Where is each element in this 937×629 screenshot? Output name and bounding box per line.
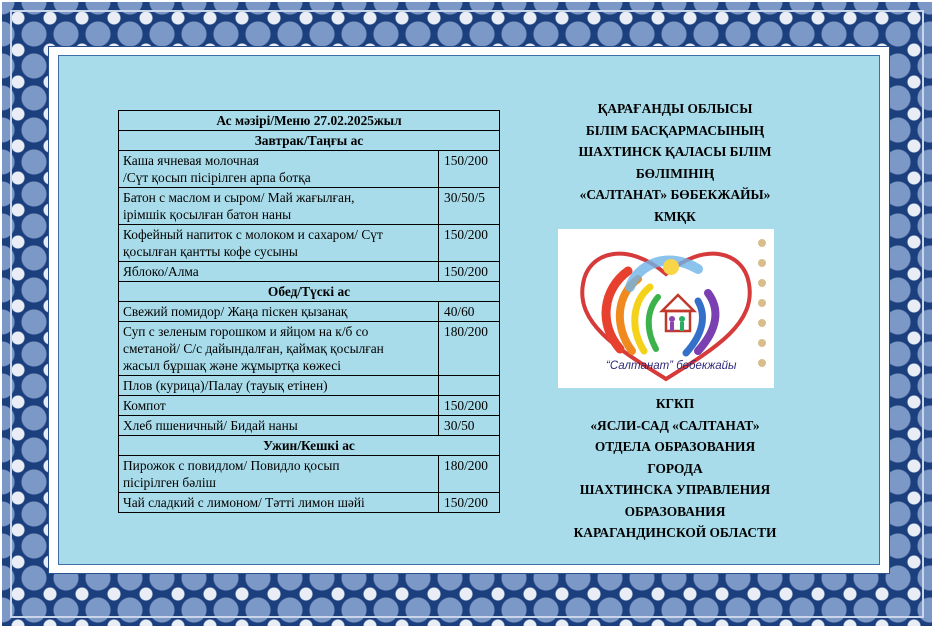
organization-header-kazakh	[545, 98, 805, 227]
portion-cell: 30/50/5	[439, 188, 500, 225]
org-footer-line: КАРАГАНДИНСКОЙ ОБЛАСТИ	[573, 525, 777, 540]
table-row	[119, 416, 500, 436]
org-header-line: БӨЛІМІНІҢ	[635, 165, 715, 181]
dish-name: Чай сладкий с лимоном/ Тәтті лимон шәйі	[123, 495, 365, 510]
dish-cell	[119, 322, 439, 376]
dish-name: Каша ячневая молочная	[123, 153, 259, 168]
table-row	[119, 456, 500, 493]
org-footer-line: ШАХТИНСКА УПРАВЛЕНИЯ	[579, 482, 771, 497]
portion-cell: 150/200	[439, 493, 500, 513]
dish-name: Суп с зеленым горошком и яйцом на к/б со	[123, 324, 369, 339]
dish-name: Пирожок с повидлом/ Повидло қосып	[123, 458, 340, 473]
org-header-line: БІЛІМ БАСҚАРМАСЫНЫҢ	[585, 122, 765, 138]
table-row	[119, 376, 500, 396]
section-heading-lunch: Обед/Түскі ас	[119, 282, 500, 302]
org-header-line: ҚАРАҒАНДЫ ОБЛЫСЫ	[597, 101, 753, 116]
table-row	[119, 262, 500, 282]
dish-name: Батон с маслом и сыром/ Май жағылған,	[123, 190, 355, 205]
table-row	[119, 396, 500, 416]
portion-cell: 150/200	[439, 262, 500, 282]
org-footer-line: «ЯСЛИ-САД «САЛТАНАТ»	[590, 417, 760, 433]
menu-table	[118, 110, 500, 513]
table-row	[119, 225, 500, 262]
menu-title: Ас мәзірі/Меню 27.02.2025жыл	[119, 111, 500, 131]
organization-footer-russian	[535, 393, 815, 544]
org-footer-line: ГОРОДА	[647, 460, 703, 476]
section-heading-row	[119, 436, 500, 456]
kindergarten-logo	[558, 229, 774, 388]
dish-cell	[119, 376, 439, 396]
org-header-line: КМҚК	[654, 208, 696, 224]
dish-name-line2: сметаной/ С/с дайындалған, қаймақ қосылған	[123, 341, 384, 356]
section-heading-row	[119, 131, 500, 151]
org-footer-line: ОТДЕЛА ОБРАЗОВАНИЯ	[594, 439, 756, 454]
dish-cell	[119, 493, 439, 513]
portion-cell: 180/200	[439, 322, 500, 376]
dish-cell	[119, 302, 439, 322]
dish-cell	[119, 151, 439, 188]
dish-cell	[119, 456, 439, 493]
dish-name: Свежий помидор/ Жаңа піскен қызанақ	[123, 304, 348, 319]
table-row	[119, 493, 500, 513]
logo-caption: “Салтанат” бөбекжайы	[606, 360, 737, 372]
dish-name: Яблоко/Алма	[123, 264, 199, 279]
dish-cell	[119, 188, 439, 225]
table-row	[119, 302, 500, 322]
org-header-line: «САЛТАНАТ» БӨБЕКЖАЙЫ»	[579, 187, 771, 202]
menu-title-row	[119, 111, 500, 131]
dish-name: Кофейный напиток с молоком и сахаром/ Сүт	[123, 227, 383, 242]
dish-name-line3: жасыл бұршақ және жұмыртқа көжесі	[123, 358, 341, 373]
portion-cell	[439, 376, 500, 396]
table-row	[119, 188, 500, 225]
portion-cell: 150/200	[439, 225, 500, 262]
dish-name-line2: қосылған қантты кофе сусыны	[123, 244, 298, 259]
dish-cell	[119, 262, 439, 282]
dish-cell	[119, 225, 439, 262]
dish-name: Хлеб пшеничный/ Бидай наны	[123, 418, 298, 433]
portion-cell: 30/50	[439, 416, 500, 436]
table-row	[119, 322, 500, 376]
section-heading-breakfast: Завтрак/Таңғы ас	[119, 131, 500, 151]
table-row	[119, 151, 500, 188]
dish-name: Компот	[123, 398, 166, 413]
org-header-line: ШАХТИНСК ҚАЛАСЫ БІЛІМ	[578, 144, 772, 159]
dish-name-line2: ірімшік қосылған батон наны	[123, 207, 292, 222]
portion-cell: 150/200	[439, 396, 500, 416]
dish-name: Плов (курица)/Палау (тауық етінен)	[123, 378, 328, 393]
dish-name-line2: /Сүт қосып пісірілген арпа ботқа	[123, 170, 311, 185]
dish-name-line2: пісірілген бәліш	[123, 475, 216, 490]
dish-cell	[119, 396, 439, 416]
org-footer-line: ОБРАЗОВАНИЯ	[624, 503, 726, 519]
portion-cell: 150/200	[439, 151, 500, 188]
org-footer-line: КГКП	[655, 396, 695, 411]
section-heading-dinner: Ужин/Кешкі ас	[119, 436, 500, 456]
section-heading-row	[119, 282, 500, 302]
portion-cell: 180/200	[439, 456, 500, 493]
dish-cell	[119, 416, 439, 436]
portion-cell: 40/60	[439, 302, 500, 322]
